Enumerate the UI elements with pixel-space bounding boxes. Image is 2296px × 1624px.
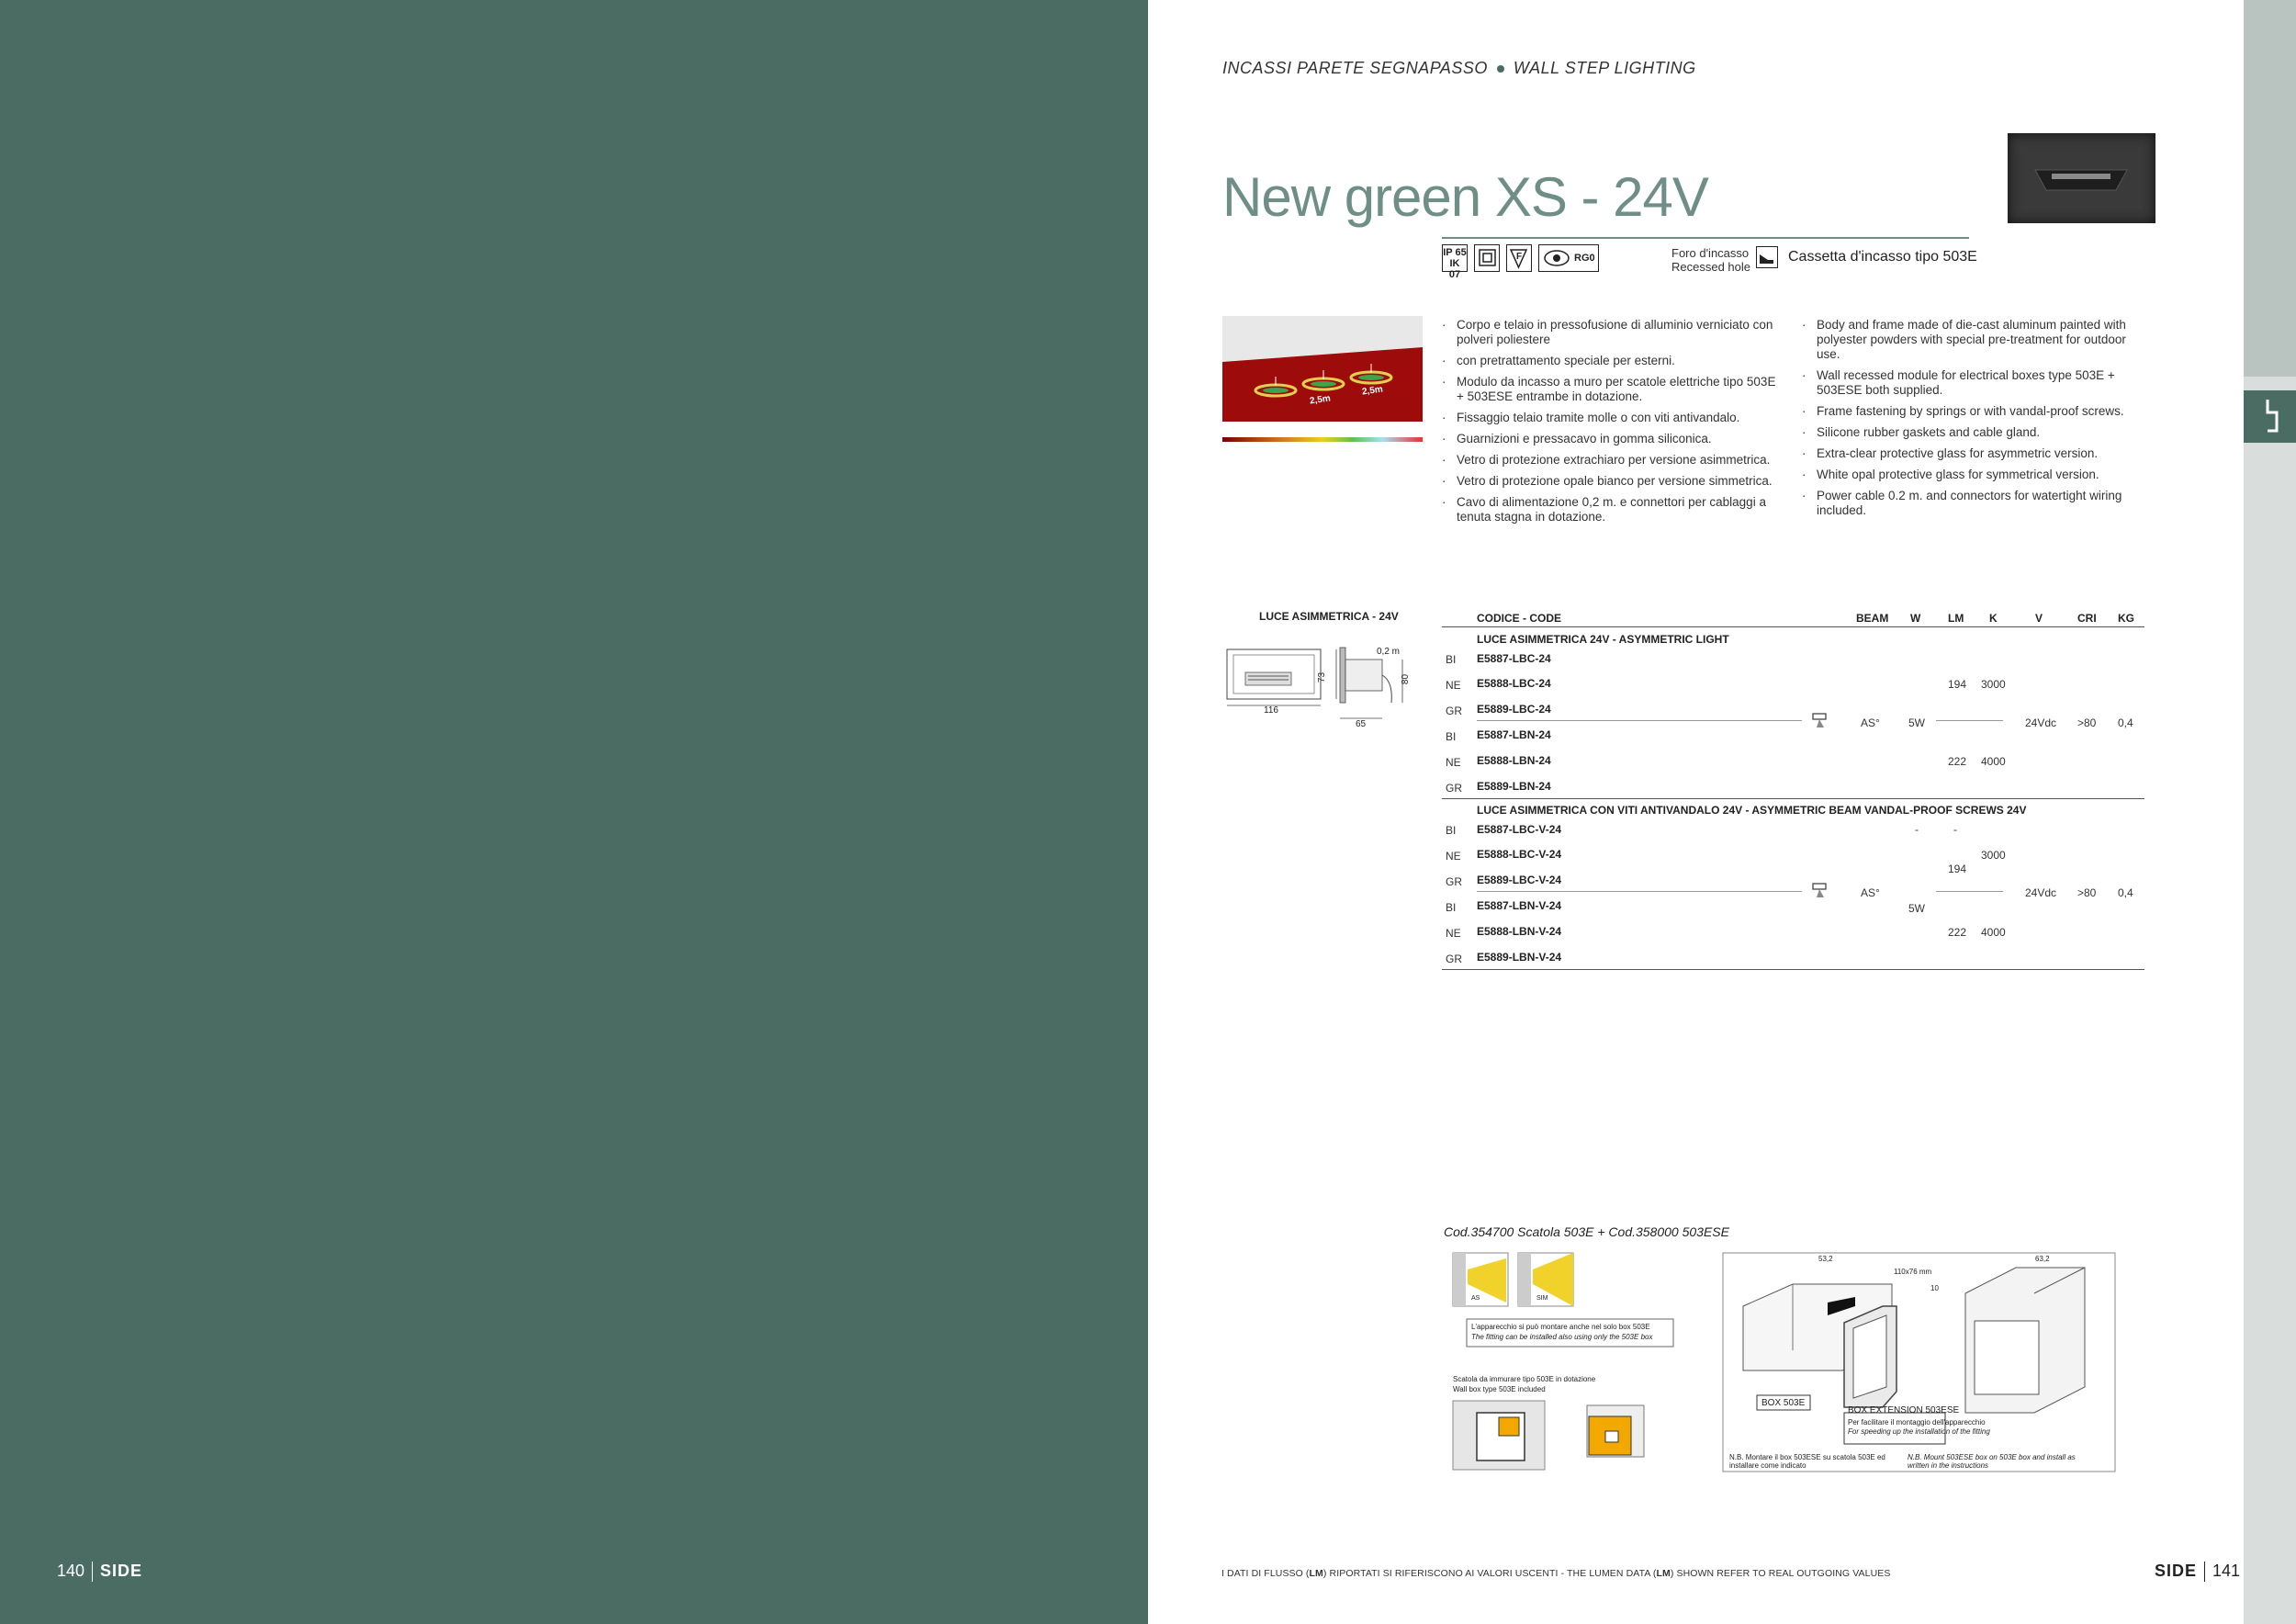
- footer-note-suffix: ) SHOWN REFER TO REAL OUTGOING VALUES: [1670, 1568, 1891, 1579]
- nb-it: N.B. Montare il box 503ESE su scatola 503E ed installare come indicato: [1729, 1453, 1885, 1470]
- kelvin-value: 4000: [1981, 755, 2006, 768]
- color-code: GR: [1446, 705, 1462, 717]
- extension-it: Per facilitare il montaggio dell'apparecchio: [1848, 1418, 1986, 1427]
- footer-note-prefix: I DATI DI FLUSSO (: [1221, 1568, 1310, 1579]
- feature-en: · White opal protective glass for symmetrical version.: [1800, 468, 2135, 482]
- color-code: BI: [1446, 901, 1457, 914]
- beam-color-scale: [1222, 434, 1423, 444]
- dim-depth: 65: [1356, 719, 1367, 729]
- kg-value: 0,4: [2118, 886, 2133, 899]
- product-code: E5889-LBC-24: [1477, 703, 1551, 716]
- recessed-hole-label: [1671, 246, 1750, 274]
- row-divider: [1936, 891, 2003, 892]
- dim-width: 116: [1264, 705, 1278, 716]
- dash-value: -: [1915, 823, 1919, 836]
- feature-en: · Frame fastening by springs or with vandal-proof screws.: [1800, 404, 2135, 419]
- nb-en: N.B. Mount 503ESE box on 503E box and install as written in the instructions: [1908, 1453, 2076, 1470]
- table-bottom-rule: [1442, 969, 2144, 970]
- beam-diagram: [1222, 316, 1423, 422]
- feature-en: · Extra-clear protective glass for asymmetric version.: [1800, 446, 2135, 461]
- wallbox-en: Wall box type 503E included: [1453, 1385, 1546, 1393]
- feature-it: · Vetro di protezione opale bianco per versione simmetrica.: [1440, 474, 1778, 489]
- product-code: E5887-LBN-V-24: [1477, 899, 1562, 912]
- kelvin-value: 4000: [1981, 926, 2006, 939]
- color-code: NE: [1446, 679, 1461, 692]
- group-title: LUCE ASIMMETRICA 24V - ASYMMETRIC LIGHT: [1477, 633, 1729, 646]
- right-folio: [2155, 1562, 2240, 1582]
- f-mark-label: F: [1515, 252, 1523, 262]
- dim-side: 80: [1401, 673, 1412, 685]
- recessed-hole-en: Recessed hole: [1671, 260, 1750, 274]
- header-lm: LM: [1948, 612, 1964, 625]
- header-beam: BEAM: [1856, 612, 1889, 625]
- box-503e-label: BOX 503E: [1761, 1398, 1806, 1408]
- beam-value: AS°: [1861, 716, 1880, 729]
- header-kg: KG: [2118, 612, 2134, 625]
- product-code: E5888-LBN-24: [1477, 754, 1551, 767]
- row-divider: [1477, 720, 1802, 721]
- voltage-value: 24Vdc: [2025, 886, 2057, 899]
- beam-icon: [1811, 881, 1831, 906]
- watt-value: 5W: [1908, 902, 1925, 915]
- feature-en: · Power cable 0.2 m. and connectors for watertight wiring included.: [1800, 489, 2135, 518]
- folio-divider: [92, 1562, 93, 1582]
- beam-value: AS°: [1861, 886, 1880, 899]
- dim-cable: 0,2 m: [1377, 647, 1401, 657]
- beam-distance-1: 2,5m: [1309, 393, 1332, 407]
- feature-en: · Wall recessed module for electrical boxes type 503E + 503ESE both supplied.: [1800, 368, 2135, 398]
- dimension-drawing: [1222, 634, 1415, 735]
- angle-label-as: AS: [1471, 1295, 1480, 1302]
- header-k: K: [1989, 612, 1998, 625]
- product-code: E5888-LBC-24: [1477, 677, 1551, 690]
- feature-it: · Vetro di protezione extrachiaro per versione asimmetrica.: [1440, 453, 1778, 468]
- features-italian: [1440, 318, 1778, 531]
- footer-note: [1221, 1568, 1890, 1579]
- risk-group-badge: [1538, 244, 1599, 272]
- feature-it: · Modulo da incasso a muro per scatole elettriche tipo 503E + 503ESE entrambe in dotazione.: [1440, 375, 1778, 404]
- extension-en: For speeding up the installation of the fitting: [1848, 1427, 1990, 1436]
- dim-c: 10: [1930, 1284, 1939, 1292]
- separator-dot: [1497, 65, 1504, 73]
- watt-value: 5W: [1908, 716, 1925, 729]
- note-it: L'apparecchio si può montare anche nel solo box 503E: [1471, 1323, 1650, 1331]
- drawing-title: LUCE ASIMMETRICA - 24V: [1259, 610, 1399, 623]
- section-title: [1222, 59, 1696, 78]
- color-code: GR: [1446, 782, 1462, 795]
- color-code: GR: [1446, 953, 1462, 965]
- color-code: GR: [1446, 875, 1462, 888]
- recessed-hole-value: Cassetta d'incasso tipo 503E: [1788, 249, 1977, 265]
- double-insulation-icon: [1474, 244, 1500, 272]
- folio-divider: [2204, 1562, 2205, 1582]
- feature-it: · Guarnizioni e pressacavo in gomma siliconica.: [1440, 432, 1778, 446]
- right-brand: SIDE: [2155, 1562, 2198, 1580]
- category-it: INCASSI PARETE SEGNAPASSO: [1222, 59, 1488, 77]
- dim-b: 110x76 mm: [1894, 1268, 1932, 1276]
- feature-it: · Corpo e telaio in pressofusione di alluminio verniciato con polveri poliestere: [1440, 318, 1778, 347]
- dim-d: 63,2: [2035, 1255, 2050, 1263]
- recessed-box-icon: [1756, 246, 1778, 268]
- header-cri: CRI: [2077, 612, 2097, 625]
- feature-en: · Silicone rubber gaskets and cable gland.: [1800, 425, 2135, 440]
- note-en: The fitting can be installed also using only the 503E box: [1471, 1333, 1653, 1341]
- kelvin-value: 3000: [1981, 678, 2006, 691]
- feature-it: · con pretrattamento speciale per esterni.: [1440, 354, 1778, 368]
- right-page-number: 141: [2212, 1562, 2241, 1580]
- header-rule: [1442, 626, 2144, 627]
- angle-label-sim: SIM: [1536, 1295, 1548, 1302]
- group-rule: [1442, 798, 2144, 799]
- product-code: E5889-LBN-V-24: [1477, 951, 1562, 964]
- dash-value: -: [1953, 823, 1957, 836]
- title-rule: [1442, 237, 1969, 239]
- color-code: BI: [1446, 824, 1457, 837]
- product-code: E5887-LBC-V-24: [1477, 823, 1562, 836]
- group-title: LUCE ASIMMETRICA CON VITI ANTIVANDALO 24V - ASYMMETRIC BEAM VANDAL-PROOF SCREWS 24V: [1477, 804, 2027, 817]
- footer-note-lm: LM: [1309, 1568, 1323, 1579]
- product-code: E5887-LBN-24: [1477, 728, 1551, 741]
- product-code: E5889-LBN-24: [1477, 780, 1551, 793]
- f-mark-icon: [1506, 244, 1532, 272]
- ip-rating: IP 65: [1443, 247, 1467, 258]
- lumen-value: 222: [1948, 755, 1967, 768]
- installation-title: Cod.354700 Scatola 503E + Cod.358000 503ESE: [1444, 1224, 1729, 1239]
- row-divider: [1477, 891, 1802, 892]
- lumen-value: 194: [1948, 863, 1967, 875]
- recessed-hole-it: Foro d'incasso: [1671, 246, 1750, 260]
- color-code: NE: [1446, 850, 1461, 863]
- features-english: [1800, 318, 2135, 524]
- wallbox-it: Scatola da immurare tipo 503E in dotazione: [1453, 1375, 1596, 1383]
- product-title: New green XS - 24V: [1222, 166, 1708, 228]
- color-code: BI: [1446, 730, 1457, 743]
- left-folio: [57, 1562, 142, 1582]
- risk-group-label: RG0: [1574, 253, 1595, 264]
- product-code: E5888-LBN-V-24: [1477, 925, 1562, 938]
- footer-note-mid: ) RIPORTATI SI RIFERISCONO AI VALORI USCENTI - THE LUMEN DATA (: [1322, 1568, 1657, 1579]
- product-code: E5889-LBC-V-24: [1477, 874, 1562, 886]
- ik-rating: IK 07: [1448, 258, 1461, 280]
- beam-icon: [1811, 711, 1831, 736]
- kg-value: 0,4: [2118, 716, 2133, 729]
- color-code: NE: [1446, 927, 1461, 940]
- dim-height: 73: [1317, 671, 1328, 683]
- side-band-top: [2244, 0, 2296, 377]
- footer-note-lm: LM: [1656, 1568, 1671, 1579]
- row-divider: [1936, 720, 2003, 721]
- header-w: W: [1910, 612, 1921, 625]
- product-code: E5887-LBC-24: [1477, 652, 1551, 665]
- feature-en: · Body and frame made of die-cast aluminum painted with polyester powders with special pre-treatment for outdoor use.: [1800, 318, 2135, 362]
- header-v: V: [2035, 612, 2043, 625]
- cri-value: >80: [2077, 716, 2097, 729]
- lumen-value: 194: [1948, 678, 1967, 691]
- lumen-value: 222: [1948, 926, 1967, 939]
- ip-ik-badge: [1442, 244, 1468, 280]
- product-code: E5888-LBC-V-24: [1477, 848, 1562, 861]
- left-page-number: 140: [57, 1562, 85, 1580]
- header-code: CODICE - CODE: [1477, 612, 1562, 625]
- voltage-value: 24Vdc: [2025, 716, 2057, 729]
- beam-distance-2: 2,5m: [1361, 384, 1384, 398]
- left-brand: SIDE: [100, 1562, 143, 1580]
- section-tab-icon[interactable]: [2244, 390, 2296, 443]
- category-en: WALL STEP LIGHTING: [1513, 59, 1696, 77]
- kelvin-value: 3000: [1981, 849, 2006, 862]
- cri-value: >80: [2077, 886, 2097, 899]
- product-photo: [2008, 133, 2155, 223]
- installation-diagram: [1451, 1249, 2117, 1474]
- dim-a: 53,2: [1818, 1255, 1833, 1263]
- color-code: BI: [1446, 653, 1457, 666]
- color-code: NE: [1446, 756, 1461, 769]
- box-extension-label: BOX EXTENSION 503ESE: [1848, 1405, 1960, 1415]
- feature-it: · Fissaggio telaio tramite molle o con viti antivandalo.: [1440, 411, 1778, 425]
- feature-it: · Cavo di alimentazione 0,2 m. e connettori per cablaggi a tenuta stagna in dotazione.: [1440, 495, 1778, 524]
